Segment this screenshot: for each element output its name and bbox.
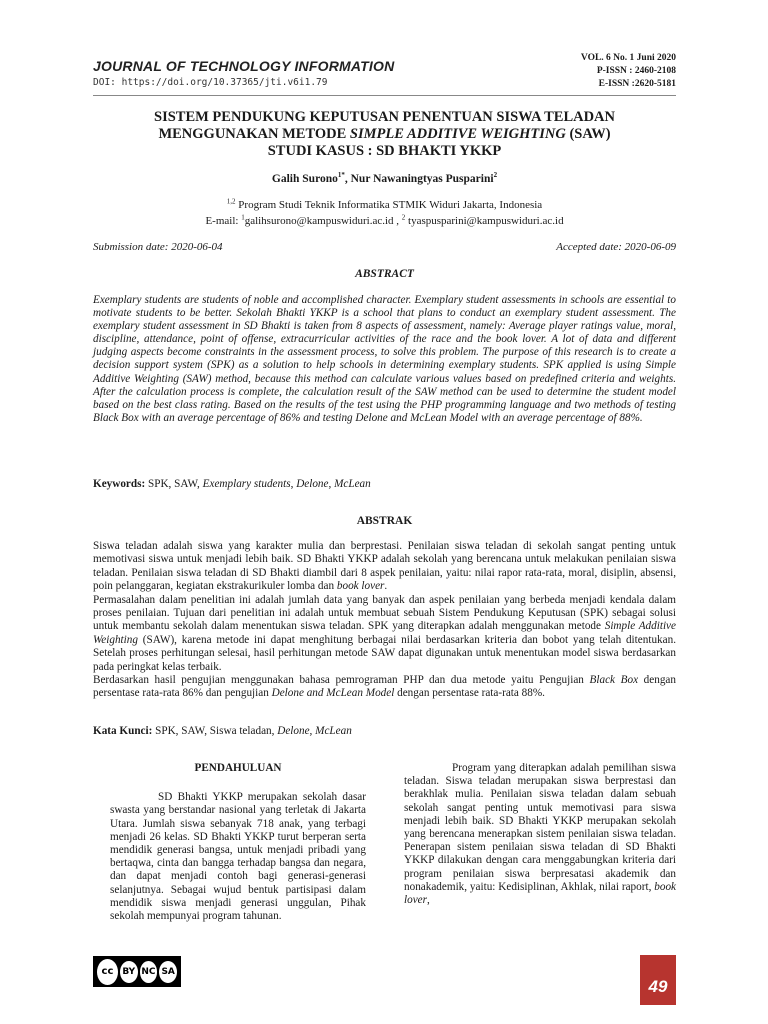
keywords-label: Keywords:	[93, 478, 146, 490]
cc-sa-icon: SA	[159, 961, 177, 983]
author-sep: ,	[344, 173, 351, 185]
abstrak-italic: Delone and McLean Model	[271, 687, 395, 700]
keywords-plain: SPK, SAW,	[145, 478, 203, 490]
abstrak-text-run: dengan persentase rata-rata 86% dan pengujian	[93, 674, 676, 700]
email-2[interactable]: tyaspusparini@kampuswiduri.ac.id	[405, 215, 564, 227]
keywords-italic-2: Delone, McLean	[296, 478, 371, 490]
keywords-sep: ,	[290, 478, 297, 490]
journal-header	[93, 58, 394, 88]
journal-name: JOURNAL OF TECHNOLOGY INFORMATION	[93, 58, 395, 74]
cc-by-icon: BY	[120, 961, 138, 983]
email-line	[93, 213, 676, 229]
title-text: (SAW)	[565, 126, 611, 142]
affiliation-sup: 1,2	[226, 197, 236, 206]
doi-link[interactable]: DOI: https://doi.org/10.37365/jti.v6i1.79	[93, 77, 328, 88]
kata-kunci-line	[93, 725, 352, 737]
pissn: P-ISSN : 2460-2108	[596, 66, 676, 76]
affiliation	[93, 197, 676, 229]
abstrak-text-run: Siswa teladan adalah siswa yang karakter mulia dan berprestasi. Penilaian siswa teladan di sekolah sangat penting untuk memotivasi siswa untuk menjadi lebih baik. SD Bhakti YKKP adalah sekolah yang berencana untuk melakukan penilaian siswa teladan. Penilaian siswa teladan di SD Bhakti diambil dari 8 aspek penilaian, yaitu: nilai rapor rata-rata, moral, disiplin, absensi, poin pelanggaran, kegiatan ekstrakurikuler lomba dan	[93, 540, 676, 593]
page-number: 49	[640, 955, 676, 1005]
abstrak-heading: ABSTRAK	[356, 515, 413, 527]
kata-kunci-italic: Delone, McLean	[277, 725, 352, 737]
abstrak-italic: book lover	[336, 580, 385, 593]
volume-info: VOL. 6 No. 1 Juni 2020	[580, 53, 676, 63]
email-1[interactable]: galihsurono@kampuswiduri.ac.id ,	[244, 215, 402, 227]
kata-kunci-plain: SPK, SAW, Siswa teladan,	[152, 725, 278, 737]
abstract-text: Exemplary students are students of noble and accomplished character. Exemplary student assessments in schools are essential to motivate students to be better. Sekolah Bhakti YKKP is a school that plans to conduct an exemplary student assessment. The exemplary student assessment in SD Bhakti is taken from 8 aspects of assessment, namely: Average player ratings value, moral, discipline, attendance, point of offense, extracurricular activities of the race and the book lover. A lot of data and different judging aspects become constraints in the assessment process, to solve this problem. The purpose of this research is to create a decision support system (SPK) as a solution to help schools in determining exemplary students. SPK applied is using Simple Additive Weighting (SAW) method, because this method can calculate various values based on predefined criteria and weights. After the calculation process is complete, the calculation result of the SAW method can be used to determine the student model based on the best class rating. Based on the results of the test using the PHP programming language and two methods of testing Black Box with an average percentage of 86% and testing Delone and McLean Model with an average percentage of 88%.	[93, 294, 676, 424]
abstrak-italic: Simple Additive Weighting	[93, 620, 676, 646]
abstrak-paragraph-3	[93, 674, 676, 701]
header-divider	[93, 95, 676, 96]
creative-commons-icon[interactable]	[93, 956, 181, 987]
cc-nc-icon: NC	[140, 961, 158, 983]
abstrak-text-run: (SAW), karena metode ini dapat menghitung berbagai nilai berdasarkan kriteria dan bobot yang telah ditentukan. Setelah proses perhitungan selesai, hasil perhitungan metode SAW dapat digunakan untuk menentukan model siswa berdasarkan pada peringkat kelas terbaik.	[93, 633, 676, 673]
email-1-sup: 1	[241, 213, 245, 222]
intro-paragraph-left: SD Bhakti YKKP merupakan sekolah dasar swasta yang berstandar nasional yang terletak di Jakarta Utara. Jumlah siswa sebanyak 718 anak, yang terbagi menjadi 26 kelas. SD Bhakti YKKP turut berperan serta mendidik generasi bangsa, untuk menjadi pribadi yang bertaqwa, cinta dan bangga terhadap bangsa dan negara, dan dapat menjadi contoh bagi generasi-generasi selanjutnya. Sebagai wujud bentuk partisipasi dalam mendidik siswa menjadi generasi unggulan, Pihak sekolah mempunyai program tahunan.	[110, 791, 366, 923]
dates-row	[93, 241, 676, 253]
author-1: Galih Surono	[271, 173, 338, 185]
issn-block	[581, 52, 676, 91]
abstrak-text-run: Permasalahan dalam penelitian ini adalah jumlah data yang banyak dan aspek penilaian yang berbeda menjadi kendala dalam proses penilaian. Tujuan dari penelitian ini adalah untuk membuat sebuah Sistem Pendukung Keputusan (SPK) sebagai solusi untuk membantu sekolah dalam menentukan siswa teladan. SPK yang diterapkan adalah menggunakan metode	[93, 593, 676, 633]
title-line-2	[93, 126, 676, 143]
abstrak-paragraph-1	[93, 540, 676, 594]
title-italic: SIMPLE ADDITIVE WEIGHTING	[349, 126, 566, 142]
section-heading-pendahuluan: PENDAHULUAN	[194, 762, 282, 774]
intro-paragraph-right	[404, 762, 676, 907]
paper-title	[93, 109, 676, 160]
affiliation-text: Program Studi Teknik Informatika STMIK Widuri Jakarta, Indonesia	[235, 199, 543, 211]
abstrak-paragraph-2	[93, 594, 676, 674]
eissn: E-ISSN :2620-5181	[598, 79, 676, 89]
title-text: MENGGUNAKAN METODE	[158, 126, 350, 142]
author-2: Nur Nawaningtyas Pusparini	[350, 173, 494, 185]
abstrak-italic: Black Box	[589, 674, 639, 687]
abstract-heading: ABSTRACT	[355, 268, 414, 280]
intro-right-column	[404, 762, 676, 907]
abstrak-text-run: .	[384, 580, 388, 593]
kata-kunci-label: Kata Kunci:	[93, 725, 153, 737]
title-line-3: STUDI KASUS : SD BHAKTI YKKP	[267, 143, 502, 159]
author-2-sup: 2	[493, 171, 498, 180]
abstrak-text-run: Berdasarkan hasil pengujian menggunakan bahasa pemrograman PHP dan dua metode yaitu Pengujian	[93, 674, 590, 687]
keywords-line	[93, 478, 371, 490]
intro-text-run: ,	[427, 894, 430, 907]
author-list	[93, 173, 676, 185]
title-line-1: SISTEM PENDUKUNG KEPUTUSAN PENENTUAN SISWA TELADAN	[154, 109, 615, 125]
intro-text-run: Program yang diterapkan adalah pemilihan siswa teladan. Siswa teladan merupakan siswa berprestasi dan berakhlak mulia. Penilaian siswa teladan dalam sebuah sekolah sangat penting untuk memotivasi para siswa menjadi lebih baik. SD Bhakti YKKP merupakan sekolah yang berencana menerapkan sistem penilaian siswa teladan. Penerapan sistem penilaian siswa teladan di SD Bhakti YKKP dilakukan dengan cara menggabungkan kriteria dari program penilaian siswa berpresatasi akademik dan nonakademik, yaitu: Kedisiplinan, Akhlak, nilai raport,	[404, 762, 676, 893]
affiliation-line	[93, 197, 676, 213]
abstrak-text	[93, 540, 676, 701]
intro-italic: book lover	[404, 880, 676, 907]
author-1-sup: 1*	[337, 171, 345, 180]
intro-left-column	[110, 762, 366, 923]
submission-date: Submission date: 2020-06-04	[93, 241, 223, 253]
email-label: E-mail:	[205, 215, 242, 227]
cc-logo-icon: cc	[97, 959, 118, 985]
accepted-date: Accepted date: 2020-06-09	[556, 241, 676, 253]
email-2-sup: 2	[401, 213, 406, 222]
keywords-italic: Exemplary students	[202, 478, 291, 490]
abstrak-text-run: dengan persentase rata-rata 88%.	[394, 687, 545, 700]
